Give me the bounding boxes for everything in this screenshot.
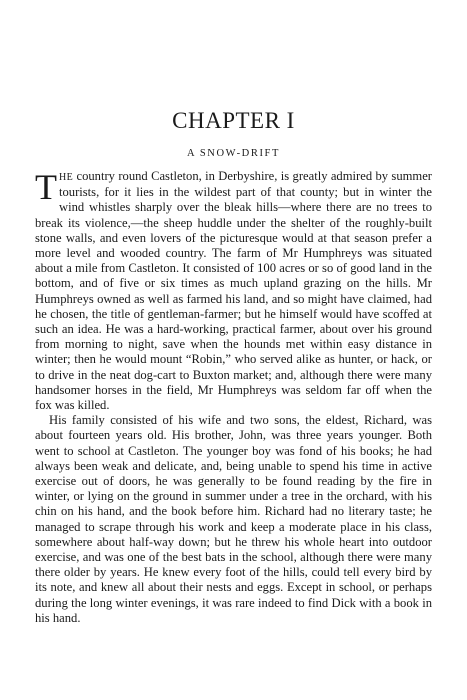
chapter-body <box>35 169 432 626</box>
paragraph-1-text: country round Castleton, in Derbyshire, is greatly admired by summer tourists, for it lies in the wildest part of that county; but in winter the wind whistles sharply over the bleak hills—where there are no trees to break its violence,—the sheep huddle under the shelter of the roughly-built stone walls, and even lovers of the picturesque would at that season prefer a more level and wooded country. The farm of Mr Humphreys was situated about a mile from Castleton. It consisted of 100 acres or so of good land in the bottom, and of five or six times as much upland grazing on the hills. Mr Humphreys owned as well as farmed his land, and so might have claimed, had he chosen, the title of gentleman-farmer; but he himself would have scoffed at such an idea. He was a hard-working, practical farmer, about over his ground from morning to night, save when the hounds met within easy distance in winter; then he would mount “Robin,” who served alike as hunter, or hack, or to drive in the neat dog-cart to Buxton market; and, although there were many handsomer horses in the field, Mr Humphreys was seldom far off when the fox was killed. <box>35 169 432 413</box>
chapter-title: CHAPTER I <box>172 108 295 133</box>
paragraph-2 <box>35 413 432 626</box>
paragraph-2-text: His family consisted of his wife and two sons, the eldest, Richard, was about fourteen years old. His brother, John, was three years younger. Both went to school at Castleton. The younger boy was fond of his books; he had always been weak and delicate, and, being unable to spend his time in active exercise out of doors, he was generally to be found reading by the fire in winter, or lying on the ground in summer under a tree in the orchard, with his chin on his hand, and the book before him. Richard had no literary taste; he managed to scrape through his work and keep a moderate place in his class, somewhere about half-way down; but he threw his whole heart into outdoor exercise, and was one of the best bats in the school, although there were many there older by years. He knew every foot of the hills, could tell every bird by its note, and knew all about their nests and eggs. Except in school, or perhaps during the long winter evenings, it was rare indeed to find Dick with a book in his hand. <box>35 413 432 625</box>
drop-cap: T <box>35 167 57 207</box>
chapter-subtitle: A SNOW-DRIFT <box>187 148 280 159</box>
paragraph-1 <box>35 169 432 413</box>
book-page <box>35 0 432 700</box>
small-caps-lead: HE <box>59 172 74 183</box>
